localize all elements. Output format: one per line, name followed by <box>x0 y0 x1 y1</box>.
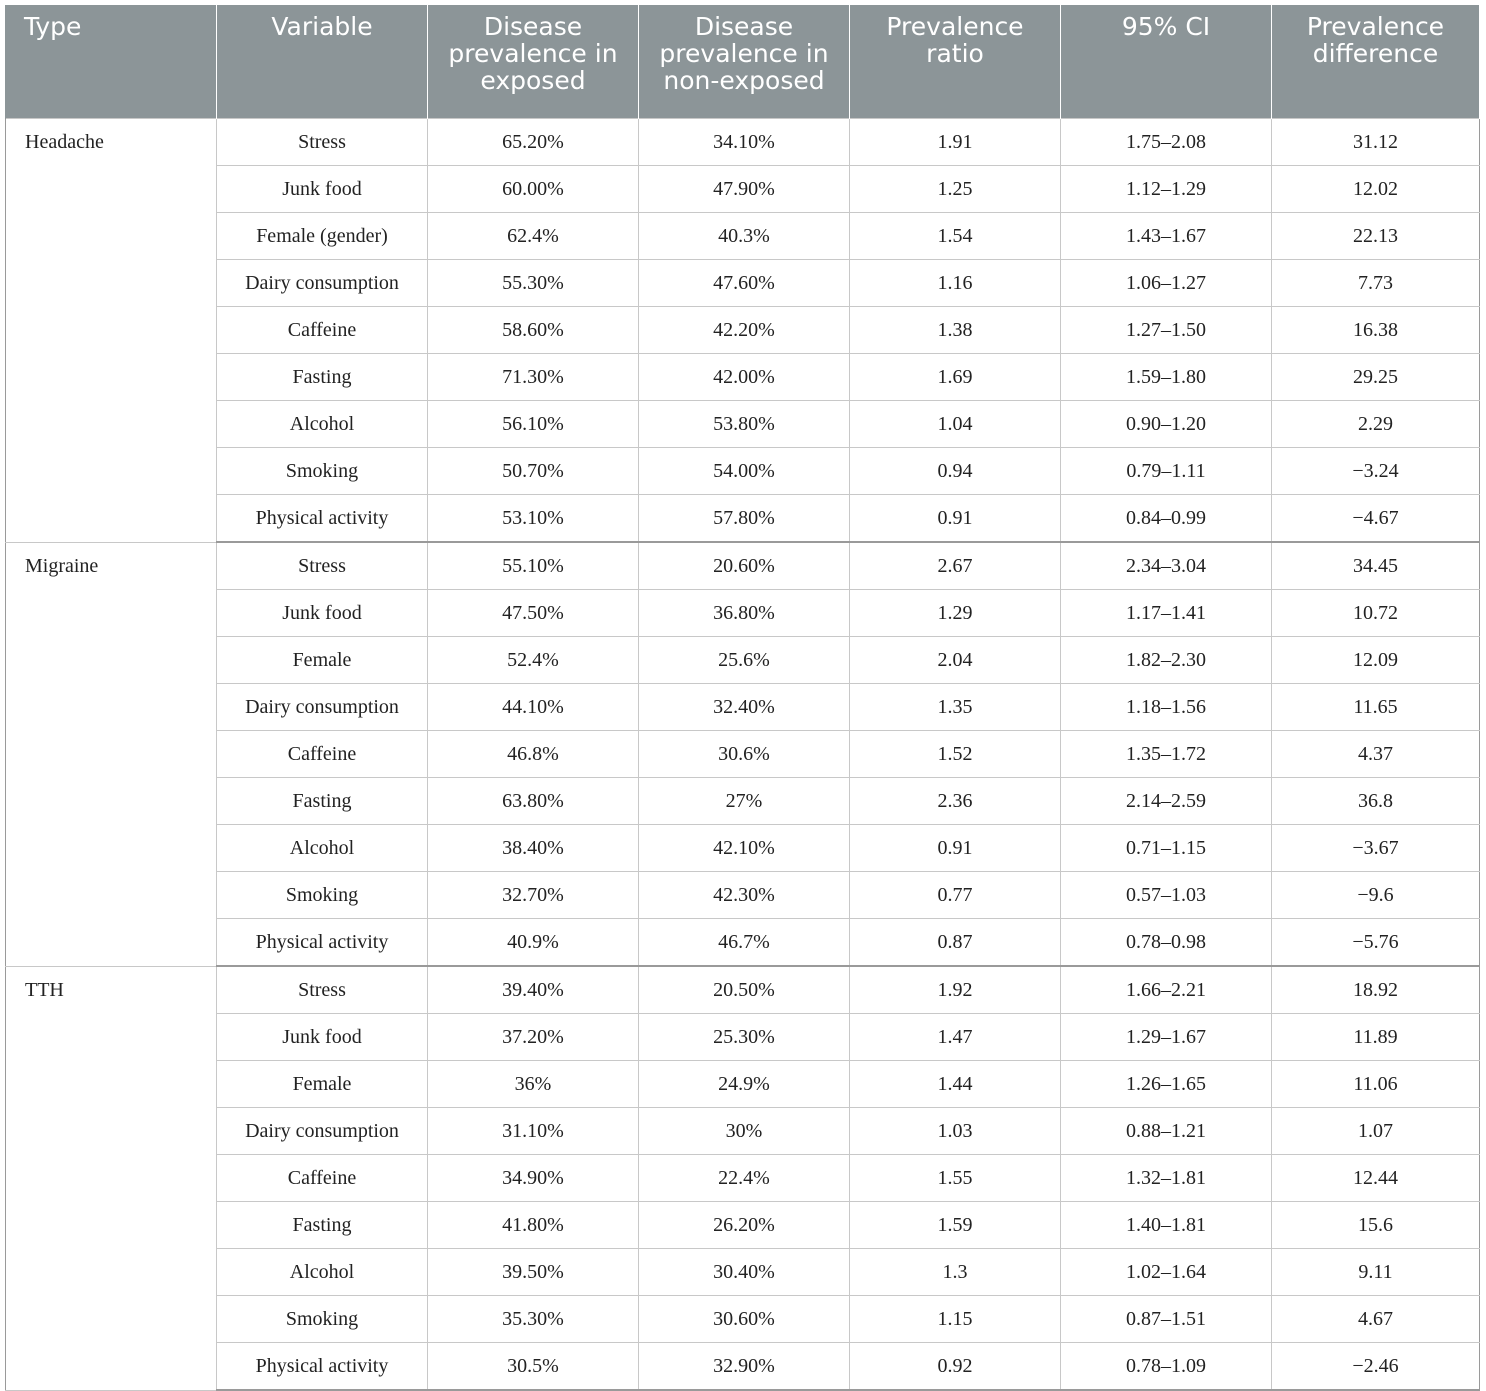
table-row <box>6 966 1480 1014</box>
exposed-cell: 58.60% <box>428 307 639 354</box>
variable-cell: Dairy consumption <box>217 1108 428 1155</box>
variable-cell: Stress <box>217 966 428 1014</box>
variable-cell: Female <box>217 1061 428 1108</box>
header-type: Type <box>6 5 217 119</box>
non-exposed-cell: 24.9% <box>639 1061 850 1108</box>
table-row <box>6 260 1480 307</box>
ratio-cell: 0.91 <box>850 495 1061 543</box>
non-exposed-cell: 25.30% <box>639 1014 850 1061</box>
ci-cell: 0.87–1.51 <box>1061 1296 1272 1343</box>
header-prevalence-exposed: Disease prevalence in exposed <box>428 5 639 119</box>
ci-cell: 1.26–1.65 <box>1061 1061 1272 1108</box>
table-row <box>6 1296 1480 1343</box>
variable-cell: Female (gender) <box>217 213 428 260</box>
variable-cell: Dairy consumption <box>217 684 428 731</box>
non-exposed-cell: 20.60% <box>639 542 850 590</box>
ci-cell: 2.14–2.59 <box>1061 778 1272 825</box>
difference-cell: 1.07 <box>1272 1108 1480 1155</box>
exposed-cell: 32.70% <box>428 872 639 919</box>
variable-cell: Stress <box>217 542 428 590</box>
ci-cell: 1.66–2.21 <box>1061 966 1272 1014</box>
difference-cell: 4.67 <box>1272 1296 1480 1343</box>
variable-cell: Junk food <box>217 590 428 637</box>
table-row <box>6 213 1480 260</box>
non-exposed-cell: 47.90% <box>639 166 850 213</box>
table-row <box>6 1343 1480 1391</box>
variable-cell: Stress <box>217 119 428 166</box>
ci-cell: 0.78–0.98 <box>1061 919 1272 967</box>
ci-cell: 0.71–1.15 <box>1061 825 1272 872</box>
ci-cell: 1.59–1.80 <box>1061 354 1272 401</box>
table-row <box>6 119 1480 166</box>
table-row <box>6 1202 1480 1249</box>
difference-cell: −4.67 <box>1272 495 1480 543</box>
variable-cell: Alcohol <box>217 401 428 448</box>
difference-cell: 7.73 <box>1272 260 1480 307</box>
exposed-cell: 44.10% <box>428 684 639 731</box>
ratio-cell: 2.67 <box>850 542 1061 590</box>
non-exposed-cell: 25.6% <box>639 637 850 684</box>
exposed-cell: 50.70% <box>428 448 639 495</box>
non-exposed-cell: 30% <box>639 1108 850 1155</box>
exposed-cell: 38.40% <box>428 825 639 872</box>
table-row <box>6 1014 1480 1061</box>
ratio-cell: 0.94 <box>850 448 1061 495</box>
variable-cell: Physical activity <box>217 495 428 543</box>
ratio-cell: 1.38 <box>850 307 1061 354</box>
exposed-cell: 55.10% <box>428 542 639 590</box>
ci-cell: 0.88–1.21 <box>1061 1108 1272 1155</box>
difference-cell: 11.89 <box>1272 1014 1480 1061</box>
ratio-cell: 1.3 <box>850 1249 1061 1296</box>
ratio-cell: 1.35 <box>850 684 1061 731</box>
ratio-cell: 1.59 <box>850 1202 1061 1249</box>
exposed-cell: 35.30% <box>428 1296 639 1343</box>
exposed-cell: 56.10% <box>428 401 639 448</box>
ratio-cell: 1.04 <box>850 401 1061 448</box>
ci-cell: 0.84–0.99 <box>1061 495 1272 543</box>
variable-cell: Caffeine <box>217 731 428 778</box>
exposed-cell: 62.4% <box>428 213 639 260</box>
exposed-cell: 60.00% <box>428 166 639 213</box>
variable-cell: Caffeine <box>217 1155 428 1202</box>
exposed-cell: 71.30% <box>428 354 639 401</box>
header-ci: 95% CI <box>1061 5 1272 119</box>
ratio-cell: 0.87 <box>850 919 1061 967</box>
table-header <box>6 5 1480 119</box>
exposed-cell: 55.30% <box>428 260 639 307</box>
ratio-cell: 1.69 <box>850 354 1061 401</box>
ratio-cell: 2.36 <box>850 778 1061 825</box>
ci-cell: 1.82–2.30 <box>1061 637 1272 684</box>
variable-cell: Smoking <box>217 1296 428 1343</box>
exposed-cell: 31.10% <box>428 1108 639 1155</box>
exposed-cell: 40.9% <box>428 919 639 967</box>
exposed-cell: 53.10% <box>428 495 639 543</box>
table-row <box>6 354 1480 401</box>
ci-cell: 1.18–1.56 <box>1061 684 1272 731</box>
ci-cell: 0.78–1.09 <box>1061 1343 1272 1391</box>
difference-cell: 11.65 <box>1272 684 1480 731</box>
non-exposed-cell: 32.90% <box>639 1343 850 1391</box>
ratio-cell: 1.16 <box>850 260 1061 307</box>
ratio-cell: 2.04 <box>850 637 1061 684</box>
ratio-cell: 1.25 <box>850 166 1061 213</box>
non-exposed-cell: 54.00% <box>639 448 850 495</box>
variable-cell: Dairy consumption <box>217 260 428 307</box>
table-row <box>6 542 1480 590</box>
table-row <box>6 872 1480 919</box>
difference-cell: 34.45 <box>1272 542 1480 590</box>
ratio-cell: 1.29 <box>850 590 1061 637</box>
ci-cell: 1.43–1.67 <box>1061 213 1272 260</box>
table-row <box>6 825 1480 872</box>
ratio-cell: 1.44 <box>850 1061 1061 1108</box>
ratio-cell: 1.52 <box>850 731 1061 778</box>
ratio-cell: 1.47 <box>850 1014 1061 1061</box>
ratio-cell: 1.91 <box>850 119 1061 166</box>
type-cell: Headache <box>6 119 217 543</box>
non-exposed-cell: 53.80% <box>639 401 850 448</box>
variable-cell: Fasting <box>217 1202 428 1249</box>
difference-cell: −2.46 <box>1272 1343 1480 1391</box>
variable-cell: Physical activity <box>217 1343 428 1391</box>
variable-cell: Fasting <box>217 354 428 401</box>
difference-cell: 9.11 <box>1272 1249 1480 1296</box>
variable-cell: Female <box>217 637 428 684</box>
table-row <box>6 1108 1480 1155</box>
ci-cell: 1.40–1.81 <box>1061 1202 1272 1249</box>
table-row <box>6 919 1480 967</box>
non-exposed-cell: 57.80% <box>639 495 850 543</box>
variable-cell: Fasting <box>217 778 428 825</box>
non-exposed-cell: 42.20% <box>639 307 850 354</box>
variable-cell: Physical activity <box>217 919 428 967</box>
header-row <box>6 5 1480 119</box>
exposed-cell: 39.50% <box>428 1249 639 1296</box>
non-exposed-cell: 47.60% <box>639 260 850 307</box>
non-exposed-cell: 46.7% <box>639 919 850 967</box>
non-exposed-cell: 30.60% <box>639 1296 850 1343</box>
ci-cell: 1.02–1.64 <box>1061 1249 1272 1296</box>
table-row <box>6 495 1480 543</box>
difference-cell: 16.38 <box>1272 307 1480 354</box>
exposed-cell: 65.20% <box>428 119 639 166</box>
difference-cell: 10.72 <box>1272 590 1480 637</box>
ci-cell: 1.12–1.29 <box>1061 166 1272 213</box>
table-row <box>6 590 1480 637</box>
difference-cell: −9.6 <box>1272 872 1480 919</box>
difference-cell: 15.6 <box>1272 1202 1480 1249</box>
non-exposed-cell: 26.20% <box>639 1202 850 1249</box>
variable-cell: Junk food <box>217 166 428 213</box>
non-exposed-cell: 36.80% <box>639 590 850 637</box>
difference-cell: 29.25 <box>1272 354 1480 401</box>
exposed-cell: 30.5% <box>428 1343 639 1391</box>
non-exposed-cell: 34.10% <box>639 119 850 166</box>
ratio-cell: 1.92 <box>850 966 1061 1014</box>
table-row <box>6 166 1480 213</box>
ci-cell: 0.79–1.11 <box>1061 448 1272 495</box>
difference-cell: 36.8 <box>1272 778 1480 825</box>
exposed-cell: 47.50% <box>428 590 639 637</box>
table-row <box>6 307 1480 354</box>
ratio-cell: 1.54 <box>850 213 1061 260</box>
difference-cell: 11.06 <box>1272 1061 1480 1108</box>
ci-cell: 0.90–1.20 <box>1061 401 1272 448</box>
exposed-cell: 37.20% <box>428 1014 639 1061</box>
variable-cell: Smoking <box>217 872 428 919</box>
ci-cell: 1.29–1.67 <box>1061 1014 1272 1061</box>
table-row <box>6 1155 1480 1202</box>
prevalence-table <box>5 5 1480 1391</box>
difference-cell: 2.29 <box>1272 401 1480 448</box>
table-row <box>6 778 1480 825</box>
exposed-cell: 39.40% <box>428 966 639 1014</box>
non-exposed-cell: 30.6% <box>639 731 850 778</box>
ratio-cell: 0.91 <box>850 825 1061 872</box>
difference-cell: 4.37 <box>1272 731 1480 778</box>
non-exposed-cell: 30.40% <box>639 1249 850 1296</box>
exposed-cell: 41.80% <box>428 1202 639 1249</box>
difference-cell: −3.67 <box>1272 825 1480 872</box>
non-exposed-cell: 42.30% <box>639 872 850 919</box>
difference-cell: 18.92 <box>1272 966 1480 1014</box>
variable-cell: Alcohol <box>217 825 428 872</box>
header-prevalence-difference: Prevalence difference <box>1272 5 1480 119</box>
header-prevalence-ratio: Prevalence ratio <box>850 5 1061 119</box>
difference-cell: −3.24 <box>1272 448 1480 495</box>
ci-cell: 1.17–1.41 <box>1061 590 1272 637</box>
variable-cell: Junk food <box>217 1014 428 1061</box>
table-row <box>6 448 1480 495</box>
ratio-cell: 1.15 <box>850 1296 1061 1343</box>
difference-cell: 12.09 <box>1272 637 1480 684</box>
exposed-cell: 34.90% <box>428 1155 639 1202</box>
variable-cell: Smoking <box>217 448 428 495</box>
type-cell: TTH <box>6 966 217 1390</box>
ci-cell: 2.34–3.04 <box>1061 542 1272 590</box>
header-variable: Variable <box>217 5 428 119</box>
non-exposed-cell: 20.50% <box>639 966 850 1014</box>
ratio-cell: 0.77 <box>850 872 1061 919</box>
table-row <box>6 684 1480 731</box>
table-row <box>6 1249 1480 1296</box>
difference-cell: 12.02 <box>1272 166 1480 213</box>
ci-cell: 1.27–1.50 <box>1061 307 1272 354</box>
variable-cell: Caffeine <box>217 307 428 354</box>
exposed-cell: 46.8% <box>428 731 639 778</box>
table-row <box>6 731 1480 778</box>
exposed-cell: 63.80% <box>428 778 639 825</box>
ci-cell: 1.06–1.27 <box>1061 260 1272 307</box>
exposed-cell: 36% <box>428 1061 639 1108</box>
non-exposed-cell: 32.40% <box>639 684 850 731</box>
non-exposed-cell: 27% <box>639 778 850 825</box>
ci-cell: 0.57–1.03 <box>1061 872 1272 919</box>
non-exposed-cell: 22.4% <box>639 1155 850 1202</box>
ratio-cell: 1.03 <box>850 1108 1061 1155</box>
table-row <box>6 1061 1480 1108</box>
exposed-cell: 52.4% <box>428 637 639 684</box>
difference-cell: 31.12 <box>1272 119 1480 166</box>
table-row <box>6 401 1480 448</box>
table-row <box>6 637 1480 684</box>
ci-cell: 1.75–2.08 <box>1061 119 1272 166</box>
non-exposed-cell: 40.3% <box>639 213 850 260</box>
ci-cell: 1.32–1.81 <box>1061 1155 1272 1202</box>
difference-cell: 12.44 <box>1272 1155 1480 1202</box>
ratio-cell: 1.55 <box>850 1155 1061 1202</box>
difference-cell: 22.13 <box>1272 213 1480 260</box>
ci-cell: 1.35–1.72 <box>1061 731 1272 778</box>
difference-cell: −5.76 <box>1272 919 1480 967</box>
ratio-cell: 0.92 <box>850 1343 1061 1391</box>
variable-cell: Alcohol <box>217 1249 428 1296</box>
non-exposed-cell: 42.10% <box>639 825 850 872</box>
table-body <box>6 119 1480 1391</box>
type-cell: Migraine <box>6 542 217 966</box>
header-prevalence-non-exposed: Disease prevalence in non-exposed <box>639 5 850 119</box>
non-exposed-cell: 42.00% <box>639 354 850 401</box>
